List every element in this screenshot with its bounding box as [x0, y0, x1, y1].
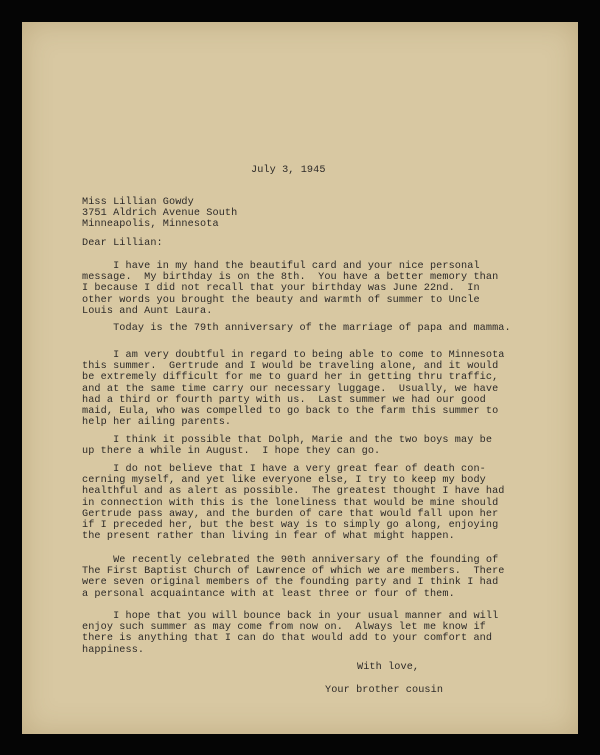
paragraph-travel [82, 350, 505, 428]
text-line: up there a while in August. I hope they can go. [82, 446, 381, 458]
text-line: if I preceded her, but the best way is to simply go along, enjoying [82, 520, 499, 532]
text-line: cerning myself, and yet like everyone else, I try to keep my body [82, 475, 486, 487]
text-line: I have in my hand the beautiful card and your nice personal [82, 261, 480, 272]
paragraph-anniversary [82, 323, 511, 334]
complimentary-close: With love, [357, 662, 420, 673]
paragraph-health [82, 464, 505, 542]
paragraph-family-visit [82, 435, 492, 457]
letter-date: July 3, 1945 [251, 165, 326, 176]
address-line: Minneapolis, Minnesota [82, 219, 219, 231]
text-line: a personal acquaintance with at least three or four of them. [82, 588, 455, 600]
text-line: I am very doubtful in regard to being able to come to Minnesota [82, 350, 505, 361]
text-line: We recently celebrated the 90th anniversary of the founding of [82, 555, 499, 566]
text-line: this summer. Gertrude and I would be traveling alone, and it would [82, 361, 499, 373]
address-line: 3751 Aldrich Avenue South [82, 208, 238, 220]
paragraph-church [82, 555, 505, 600]
paragraph-wishes [82, 611, 498, 656]
text-line: the present rather than living in fear of what might happen. [82, 531, 455, 543]
text-line: in connection with this is the loneliness that would be mine should [82, 497, 499, 509]
text-line: I because I did not recall that your birthday was June 22nd. In [82, 283, 480, 295]
salutation: Dear Lillian: [82, 238, 163, 249]
paragraph-card [82, 261, 498, 317]
text-line: Today is the 79th anniversary of the marriage of papa and mamma. [82, 323, 511, 334]
text-line: message. My birthday is on the 8th. You have a better memory than [82, 272, 499, 284]
text-line: healthful and as alert as possible. The greatest thought I have had [82, 486, 505, 498]
text-line: were seven original members of the founding party and I think I had [82, 577, 499, 589]
text-line: I think it possible that Dolph, Marie and the two boys may be [82, 435, 493, 446]
text-line: happiness. [82, 644, 145, 656]
text-line: help her ailing parents. [82, 417, 232, 429]
text-line: I do not believe that I have a very great fear of death con- [82, 464, 486, 475]
address-line: Miss Lillian Gowdy [82, 197, 194, 208]
signature-line: Your brother cousin [325, 685, 444, 696]
text-line: be extremely difficult for me to guard her in getting thru traffic, [82, 372, 499, 384]
text-line: there is anything that I can do that would add to your comfort and [82, 633, 493, 645]
text-line: The First Baptist Church of Lawrence of which we are members. There [82, 566, 505, 578]
text-line: had a third or fourth party with us. Last summer we had our good [82, 394, 486, 406]
text-line: Louis and Aunt Laura. [82, 305, 213, 317]
text-line: enjoy such summer as may come from now on. Always let me know if [82, 622, 486, 634]
text-line: I hope that you will bounce back in your usual manner and will [82, 611, 499, 622]
text-line: Gertrude pass away, and the burden of care that would fall upon her [82, 508, 499, 520]
text-line: and at the same time carry our necessary luggage. Usually, we have [82, 383, 499, 395]
text-line: other words you brought the beauty and warmth of summer to Uncle [82, 294, 480, 306]
text-line: maid, Eula, who was compelled to go back to the farm this summer to [82, 406, 499, 418]
recipient-address [82, 197, 237, 231]
